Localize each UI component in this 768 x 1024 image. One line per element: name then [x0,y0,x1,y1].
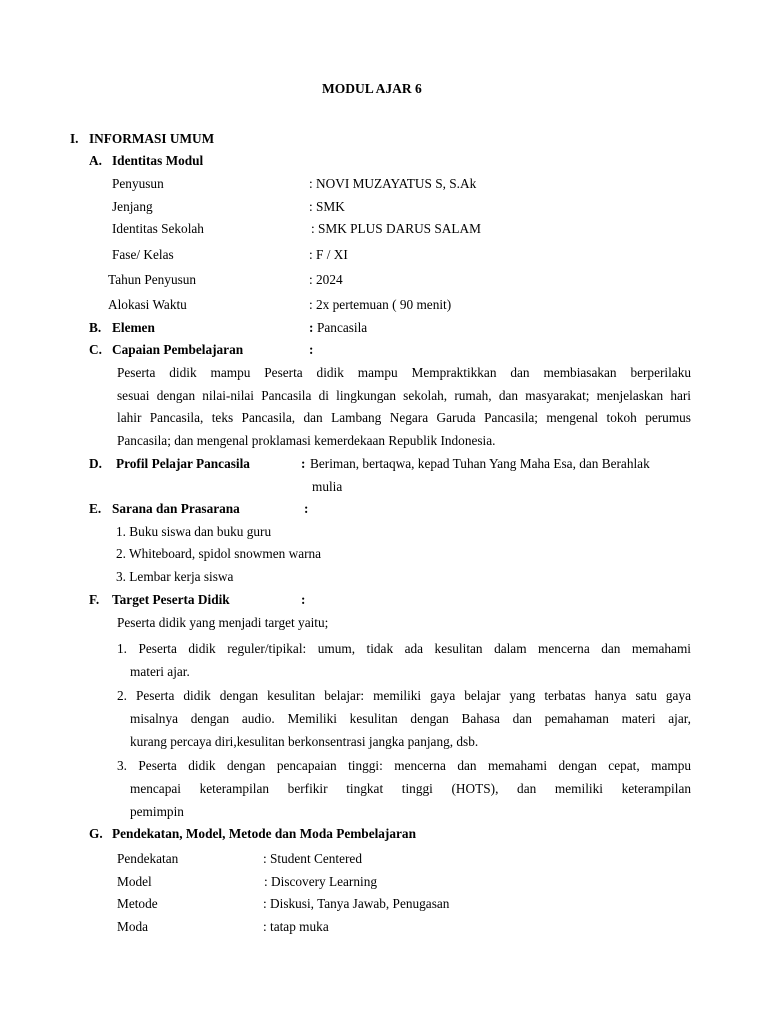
field-value-penyusun: : NOVI MUZAYATUS S, S.Ak [309,176,477,191]
field-value-alokasi-waktu: : 2x pertemuan ( 90 menit) [309,297,452,312]
method-label-moda: Moda [117,919,149,934]
method-label-pendekatan: Pendekatan [117,851,179,866]
field-label-penyusun: Penyusun [112,176,164,191]
capaian-line-4: Pancasila; dan mengenal proklamasi kemerdekaan Republik Indonesia. [117,433,496,448]
section-b-number: B. [89,320,102,335]
field-value-fase-kelas: : F / XI [309,247,348,262]
field-value-jenjang: : SMK [309,199,345,214]
capaian-line-3: lahir Pancasila, teks Pancasila, dan Lambang Negara Garuda Pancasila; mengenal tokoh perumus [117,410,691,425]
section-c-heading: Capaian Pembelajaran [112,342,244,357]
method-label-model: Model [117,874,152,889]
method-label-metode: Metode [117,896,158,911]
section-c-number: C. [89,342,102,357]
field-label-fase-kelas: Fase/ Kelas [112,247,174,262]
section-e-heading: Sarana dan Prasarana [112,501,240,516]
section-i-number: I. [70,131,79,146]
field-label-alokasi-waktu: Alokasi Waktu [108,297,187,312]
section-b-heading: Elemen [112,320,155,335]
section-a-number: A. [89,153,102,168]
section-d-heading: Profil Pelajar Pancasila [116,456,250,471]
section-d-value-line-1: Beriman, bertaqwa, kepad Tuhan Yang Maha Esa, dan Berahlak [310,456,650,471]
target-item-3-line-1: 3. Peserta didik dengan pencapaian tinggi: mencerna dan memahami dengan cepat, mampu [117,758,691,773]
section-f-colon: : [301,592,306,607]
section-g-heading: Pendekatan, Model, Metode dan Moda Pembelajaran [112,826,416,841]
section-g-number: G. [89,826,103,841]
target-intro: Peserta didik yang menjadi target yaitu; [117,615,329,630]
field-label-tahun-penyusun: Tahun Penyusun [108,272,197,287]
sarana-item-2: 2. Whiteboard, spidol snowmen warna [116,546,322,561]
method-value-moda: : tatap muka [263,919,329,934]
section-f-heading: Target Peserta Didik [112,592,230,607]
target-item-2-line-1: 2. Peserta didik dengan kesulitan belajar: memiliki gaya belajar yang terbatas hanya satu gaya [117,688,691,703]
section-b-value: Pancasila [317,320,368,335]
target-item-2-line-2: misalnya dengan audio. Memiliki kesulitan dengan Bahasa dan pemahaman materi ajar, [130,711,691,726]
field-label-identitas-sekolah: Identitas Sekolah [112,221,204,236]
sarana-item-3: 3. Lembar kerja siswa [116,569,234,584]
section-i-heading: INFORMASI UMUM [89,131,215,146]
sarana-item-1: 1. Buku siswa dan buku guru [116,524,272,539]
section-d-number: D. [89,456,102,471]
document-title: MODUL AJAR 6 [322,81,422,96]
section-e-number: E. [89,501,102,516]
target-item-3-line-2: mencapai keterampilan berfikir tingkat tinggi (HOTS), dan memiliki keterampilan [130,781,691,796]
target-item-2-line-3: kurang percaya diri,kesulitan berkonsentrasi jangka panjang, dsb. [130,734,479,749]
method-value-pendekatan: : Student Centered [263,851,362,866]
section-a-heading: Identitas Modul [112,153,204,168]
section-e-colon: : [304,501,309,516]
section-d-colon: : [301,456,306,471]
target-item-1-line-2: materi ajar. [130,664,190,679]
field-label-jenjang: Jenjang [112,199,153,214]
field-value-identitas-sekolah: : SMK PLUS DARUS SALAM [311,221,481,236]
target-item-1-line-1: 1. Peserta didik reguler/tipikal: umum, tidak ada kesulitan dalam mencerna dan memahami [117,641,691,656]
method-value-model: : Discovery Learning [264,874,377,889]
section-f-number: F. [89,592,100,607]
capaian-line-1: Peserta didik mampu Peserta didik mampu Mempraktikkan dan membiasakan berperilaku [117,365,691,380]
method-value-metode: : Diskusi, Tanya Jawab, Penugasan [263,896,450,911]
section-d-value-line-2: mulia [312,479,343,494]
capaian-line-2: sesuai dengan nilai-nilai Pancasila di lingkungan sekolah, rumah, dan masyarakat; menjelaskan hari [117,388,691,403]
field-value-tahun-penyusun: : 2024 [309,272,343,287]
target-item-3-line-3: pemimpin [130,804,184,819]
section-c-colon: : [309,342,314,357]
section-b-colon: : [309,320,314,335]
